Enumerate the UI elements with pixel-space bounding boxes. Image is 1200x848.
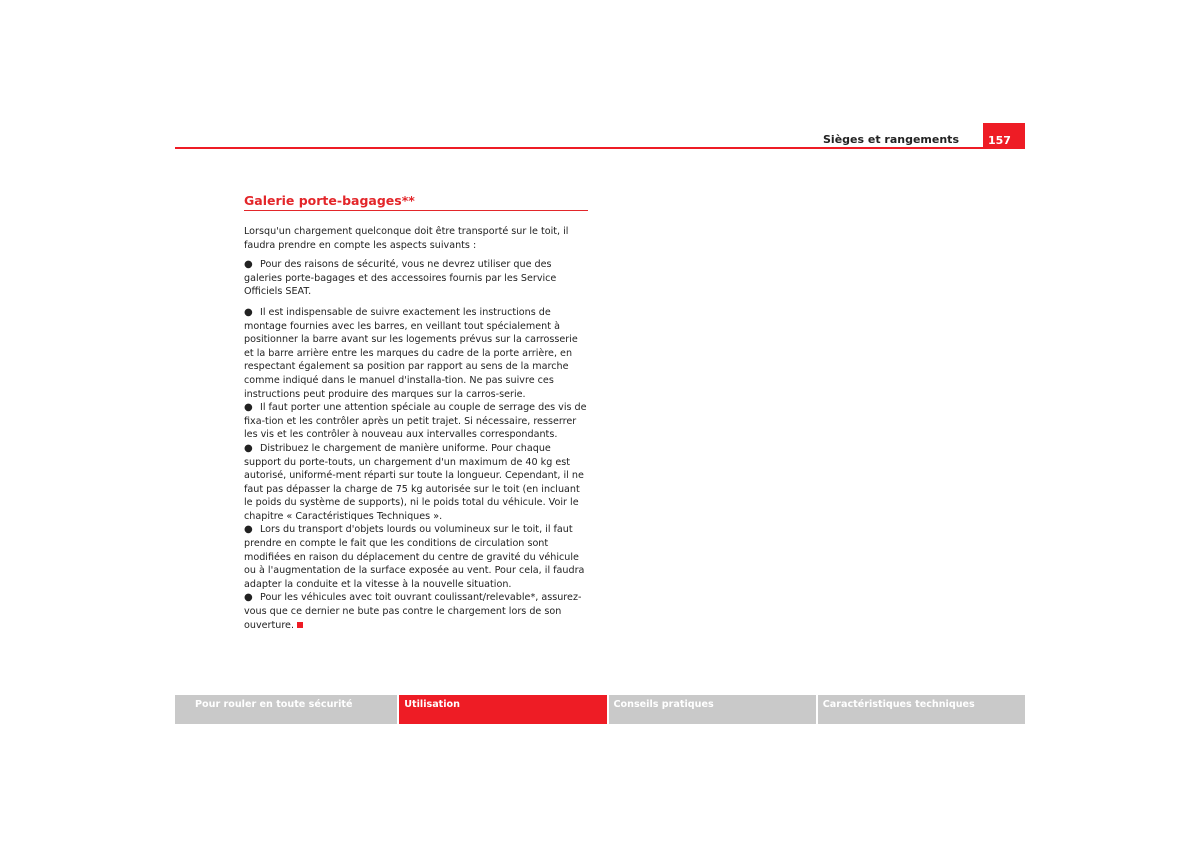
bullet-item [244, 591, 589, 632]
bullet-text: Distribuez le chargement de manière uniforme. Pour chaque support du porte-touts, un chargement d'un maximum de 40 kg est autorisé, uniformé-ment réparti sur toute la longueur. Cependant, il ne faut pas dépasser la charge de 75 kg autorisée sur le toit (en incluant le poids du système de supports), ni le poids total du véhicule. Voir le chapitre « Caractéristiques Techniques ». [244, 442, 584, 522]
bullet-dot-icon: ● [244, 402, 253, 414]
bullet-dot-icon: ● [244, 592, 253, 604]
bullet-item [244, 401, 589, 442]
bullet-item [244, 258, 589, 299]
bullet-text: Pour des raisons de sécurité, vous ne devrez utiliser que des galeries porte-bagages et des accessoires fournis par les Service Officiels SEAT. [244, 259, 557, 298]
tab-conseils-pratiques[interactable]: Conseils pratiques [609, 695, 816, 724]
bullet-dot-icon: ● [244, 442, 253, 454]
running-header-title: Sièges et rangements [823, 133, 959, 146]
section-body [244, 225, 589, 632]
header-divider [175, 147, 1025, 149]
bullet-text: Lors du transport d'objets lourds ou volumineux sur le toit, il faut prendre en compte le fait que les conditions de circulation sont modifiées en raison du déplacement du centre de gravité du véhicule ou à l'augmentation de la surface exposée au vent. Pour cela, il faudra adapter la conduite et la vitesse à la nouvelle situation. [244, 524, 585, 590]
bullet-dot-icon: ● [244, 259, 253, 271]
bullet-text: Pour les véhicules avec toit ouvrant coulissant/relevable*, assurez-vous que ce dernier ne bute pas contre le chargement lors de son ouverture. [244, 592, 582, 631]
bullet-dot-icon: ● [244, 524, 253, 536]
chapter-navigation [175, 695, 1025, 724]
bullet-item [244, 306, 589, 401]
section-title-underline [244, 210, 588, 211]
bullet-item [244, 523, 589, 591]
tab-utilisation[interactable]: Utilisation [399, 695, 606, 724]
tab-pour-rouler-en-toute-securite[interactable]: Pour rouler en toute sécurité [175, 695, 397, 724]
page-number-badge: 157 [983, 123, 1025, 149]
bullet-text: Il est indispensable de suivre exactement les instructions de montage fournies avec les barres, en veillant tout spécialement à positionner la barre avant sur les logements prévus sur la carrosserie et la barre arrière entre les marques du cadre de la porte arrière, en respectant également sa position par rapport au sens de la marche comme indiqué dans le manuel d'installa-tion. Ne pas suivre ces instructions peut produire des marques sur la carros-serie. [244, 306, 578, 400]
intro-paragraph: Lorsqu'un chargement quelconque doit être transporté sur le toit, il faudra prendre en compte les aspects suivants : [244, 226, 569, 251]
end-of-section-square-icon [297, 622, 303, 628]
tab-caracteristiques-techniques[interactable]: Caractéristiques techniques [818, 695, 1025, 724]
bullet-item [244, 442, 589, 524]
bullet-text: Il faut porter une attention spéciale au couple de serrage des vis de fixa-tion et les contrôler après un petit trajet. Si nécessaire, resserrer les vis et les contrôler à nouveau aux intervalles correspondants. [244, 402, 587, 441]
section-title: Galerie porte-bagages** [244, 193, 415, 208]
bullet-dot-icon: ● [244, 306, 253, 318]
